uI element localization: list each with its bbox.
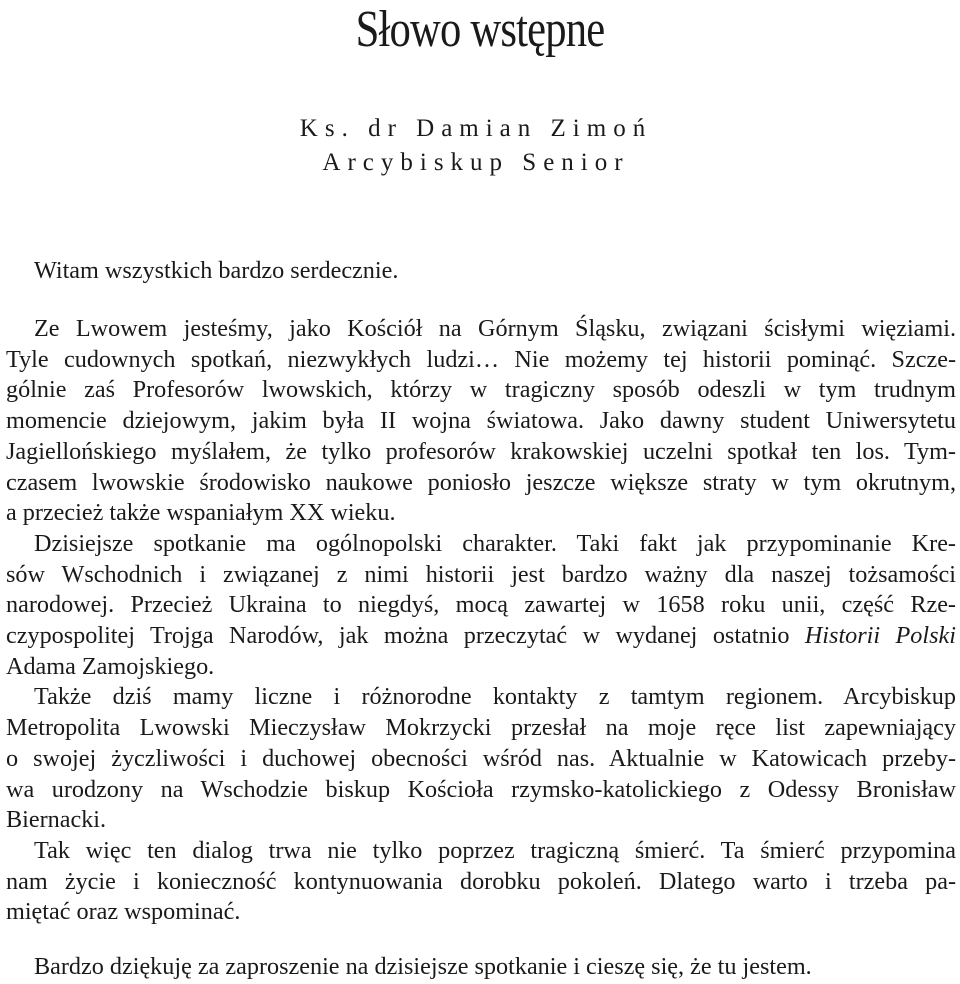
text-line: wa urodzony na Wschodzie biskup Kościoła rzymsko-katolickiego z Odessy Bronisław [6,775,956,803]
text-line: Biernacki. [6,806,107,834]
closing-text: Bardzo dziękuję za zaproszenie na dzisiejsze spotkanie i cieszę się, że tu jestem. [34,953,812,980]
text-line: narodowej. Przecież Ukraina to niegdyś, mocą zawartej w 1658 roku unii, część Rze- [6,591,956,619]
text-line: Metropolita Lwowski Mieczysław Mokrzycki przesłał na moje ręce list zapewniający [6,714,956,742]
text-line: Adama Zamojskiego. [6,652,215,680]
text-line: gólnie zaś Profesorów lwowskich, którzy w tragiczny sposób odeszli w tym trudnym [6,376,956,404]
text-line: Dzisiejsze spotkanie ma ogólnopolski charakter. Taki fakt jak przypominanie Kre- [34,529,956,557]
closing [6,952,956,983]
text-line-part: czypospolitej Trojga Narodów, jak można przeczytać w wydanej ostatnio [6,622,805,650]
author-name: Ks. dr Damian Zimoń [299,115,653,142]
text-line [6,621,956,652]
page-title: Słowo wstępne [355,1,605,58]
book-title: Historii Polski [804,622,956,650]
text-line: a przecież także wspaniałym XX wieku. [6,499,396,527]
text-line: czasem lwowskie środowisko naukowe poniosło jeszcze większe straty w tym okrutnym, [6,468,956,496]
text-line: Także dziś mamy liczne i różnorodne kontakty z tamtym regionem. Arcybiskup [34,683,956,711]
body-text [6,314,956,928]
text-line: nam życie i konieczność kontynuowania dorobku pokoleń. Dlatego warto i trzeba pa- [6,867,956,895]
text-line: Tak więc ten dialog trwa nie tylko poprzez tragiczną śmierć. Ta śmierć przypomina [34,836,956,864]
text-line: miętać oraz wspominać. [6,898,241,926]
greeting [6,256,956,287]
text-line: momencie dziejowym, jakim była II wojna światowa. Jako dawny student Uniwersytetu [6,407,956,435]
author-role: Arcybiskup Senior [322,149,630,176]
text-line: Ze Lwowem jesteśmy, jako Kościół na Górnym Śląsku, związani ścisłymi więziami. [34,315,956,342]
text-line: o swojej życzliwości i duchowej obecności wśród nas. Aktualnie w Katowicach przeby- [6,744,956,772]
text-line: Jagiellońskiego myślałem, że tylko profesorów krakowskiej uczelni spotkał ten los. Tym- [6,437,956,465]
text-line: sów Wschodnich i związanej z nimi historii jest bardzo ważny dla naszej tożsamości [6,560,956,588]
greeting-text: Witam wszystkich bardzo serdecznie. [34,257,399,284]
text-line: Tyle cudownych spotkań, niezwykłych ludzi… Nie możemy tej historii pominąć. Szcze- [6,345,956,373]
